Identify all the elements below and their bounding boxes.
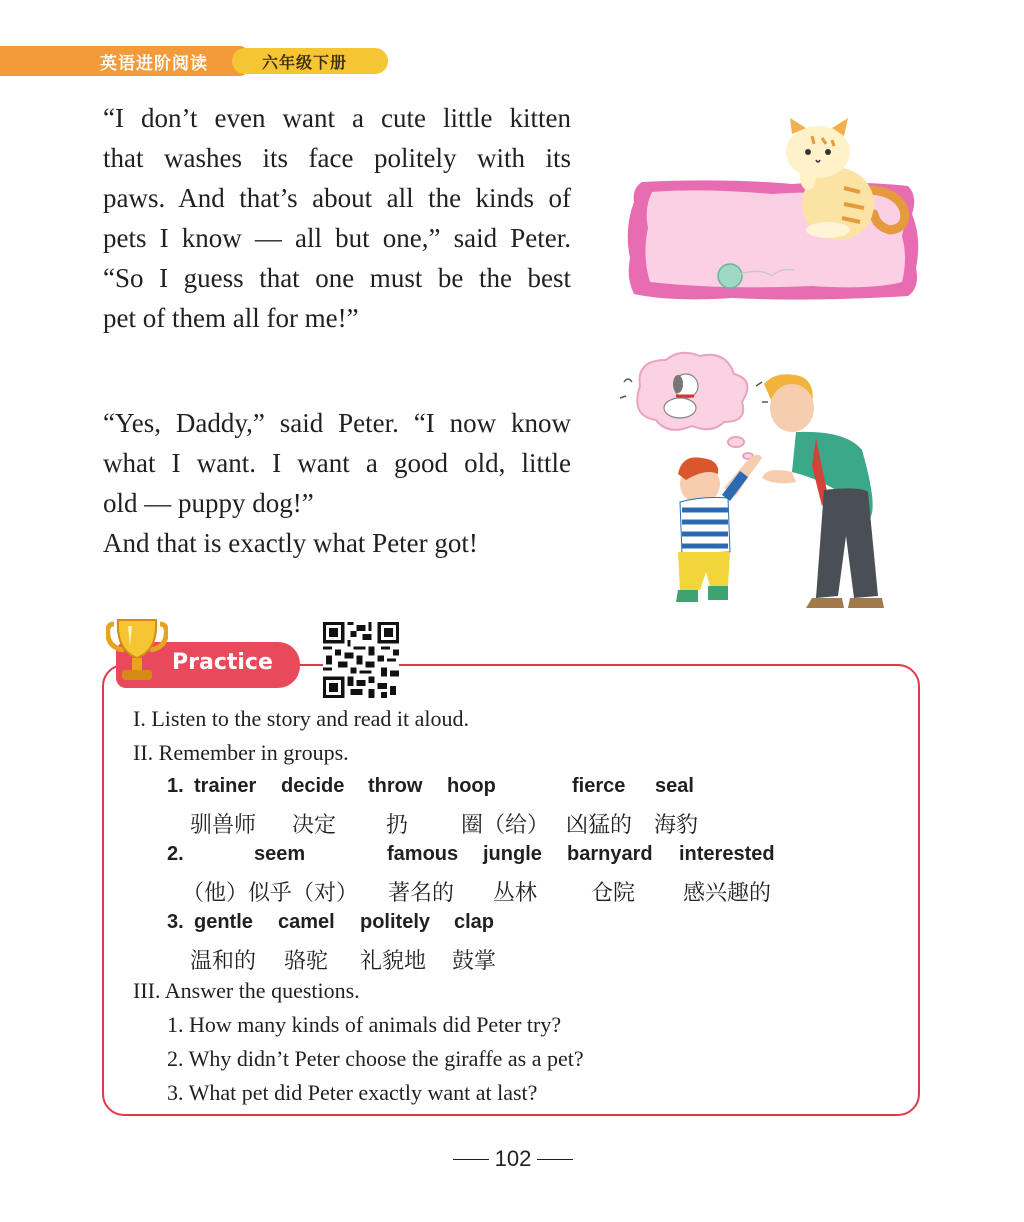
qr-code-icon[interactable]	[322, 622, 400, 698]
story-line: “Yes, Daddy,” said Peter. “I now know	[103, 408, 571, 438]
vocab-meaning: 凶猛的	[566, 813, 633, 838]
series-banner	[0, 46, 248, 76]
vocab-meaning: （他）似乎（对）	[182, 881, 359, 906]
vocab-word: clap	[454, 911, 495, 933]
trophy-icon	[106, 616, 168, 686]
vocab-word: hoop	[447, 775, 496, 797]
vocab-word: seal	[655, 775, 694, 797]
vocab-word: famous	[387, 843, 459, 865]
vocab-word: politely	[360, 911, 431, 933]
vocab-meaning: 决定	[292, 813, 337, 838]
vocab-meaning: 骆驼	[284, 949, 329, 974]
story-line: old — puppy dog!”	[103, 488, 314, 518]
story-line: And that is exactly what Peter got!	[103, 528, 478, 558]
vocab-meaning: 海豹	[654, 813, 699, 838]
group-number: 1.	[167, 775, 184, 797]
page-number	[453, 1146, 573, 1174]
vocab-word: decide	[281, 775, 345, 797]
vocab-word: interested	[679, 843, 775, 865]
question-item: 3. What pet did Peter exactly want at last?	[167, 1080, 538, 1105]
story-line: “So I guess that one must be the best	[103, 263, 571, 293]
vocab-word: camel	[278, 911, 335, 933]
page-rule-right	[537, 1159, 573, 1160]
group-number: 2.	[167, 843, 184, 865]
vocab-meaning: 著名的	[388, 881, 455, 906]
vocab-meaning: 扔	[386, 813, 409, 838]
question-item: 1. How many kinds of animals did Peter try?	[167, 1012, 562, 1037]
practice-section-3: III. Answer the questions.	[133, 978, 360, 1003]
vocab-meaning: 圈（给）	[461, 813, 550, 838]
vocab-meaning: 温和的	[190, 949, 257, 974]
grade-label: 六年级下册	[262, 53, 348, 72]
grade-banner	[232, 48, 388, 74]
vocab-word: barnyard	[567, 843, 653, 865]
vocab-word: trainer	[194, 775, 257, 797]
practice-section-2: II. Remember in groups.	[133, 740, 349, 765]
story-paragraph-1	[103, 98, 571, 338]
story-line: “I don’t even want a cute little kitten	[103, 103, 571, 133]
vocab-meaning: 丛林	[493, 881, 538, 906]
kitten-on-rug-illustration	[612, 118, 924, 304]
vocab-word: fierce	[572, 775, 626, 797]
vocab-meaning: 驯兽师	[190, 813, 257, 838]
vocab-word: jungle	[483, 843, 542, 865]
vocab-meaning: 感兴趣的	[683, 881, 772, 906]
story-line: paws. And that’s about all the kinds of	[103, 183, 571, 213]
page-rule-left	[453, 1159, 489, 1160]
series-title: 英语进阶阅读	[100, 54, 208, 74]
story-line: pets I know — all but one,” said Peter.	[103, 223, 571, 253]
vocab-word: gentle	[194, 911, 253, 933]
practice-title: Practice	[172, 650, 273, 675]
question-item: 2. Why didn’t Peter choose the giraffe as a pet?	[167, 1046, 584, 1071]
vocab-word: throw	[368, 775, 423, 797]
story-line: that washes its face politely with its	[103, 143, 571, 173]
page-number-text: 102	[494, 1146, 532, 1171]
vocab-meaning: 鼓掌	[452, 949, 497, 974]
page-header	[0, 46, 400, 76]
vocab-meaning: 礼貌地	[360, 949, 427, 974]
vocab-meaning: 仓院	[591, 881, 636, 906]
story-line: what I want. I want a good old, little	[103, 448, 571, 478]
peter-and-daddy-illustration	[616, 346, 902, 616]
vocab-word: seem	[254, 843, 306, 865]
practice-section-1: I. Listen to the story and read it aloud.	[133, 706, 470, 731]
story-line: pet of them all for me!”	[103, 303, 359, 333]
group-number: 3.	[167, 911, 184, 933]
story-paragraph-2	[103, 403, 571, 563]
